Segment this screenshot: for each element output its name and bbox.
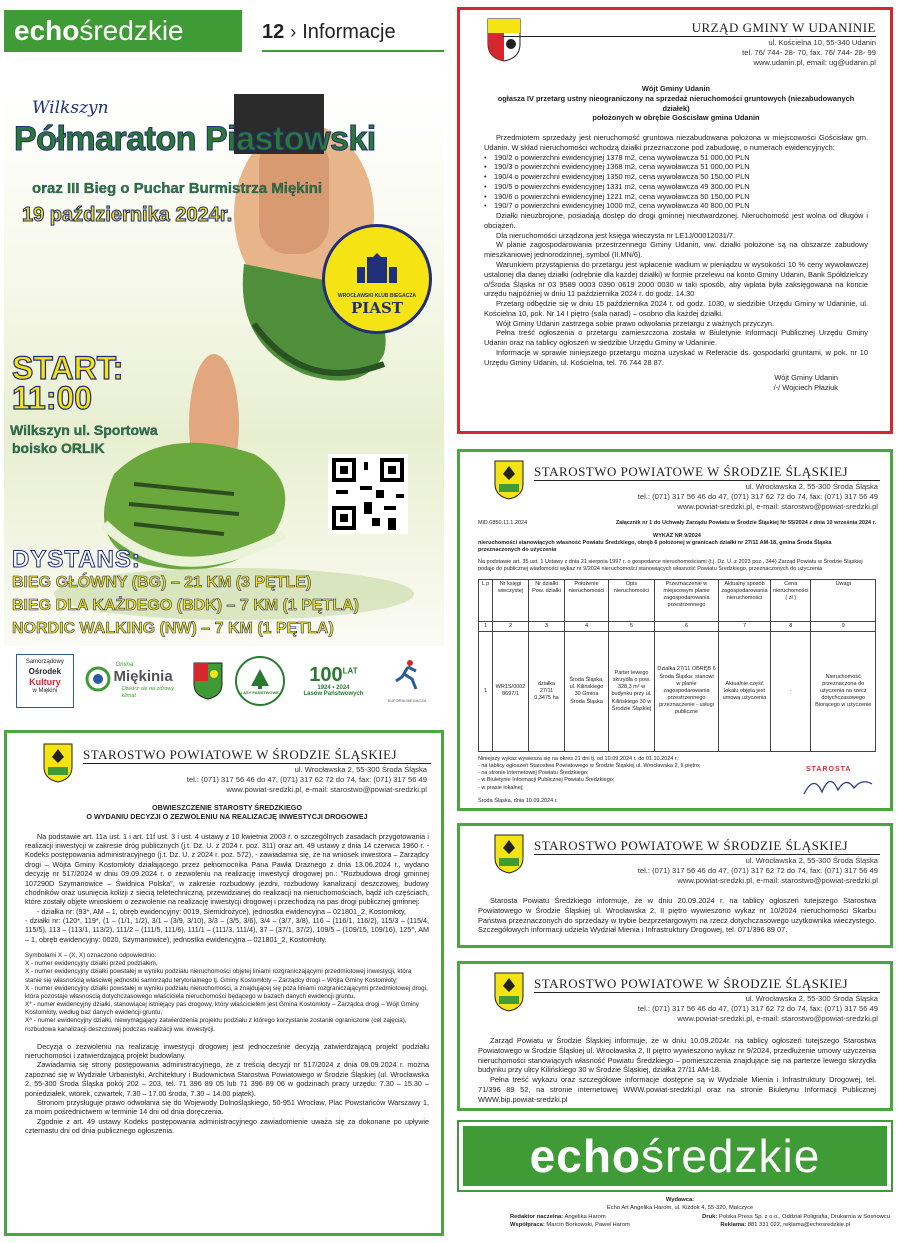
udanin-lot-4: • 190/5 o powierzchni ewidencyjnej 1331 m2, cena wywoławcza 49 300,00 PLN (484, 182, 868, 192)
notice3-p2: Pełna treść wykazu oraz szczegółowe informacje dostępne są w Wydziale Mienia i Infrastruktury Drogowej, tel. 71/396 89 52, na stronie internetowej WWW.powiat-sredzki.pl oraz na stronie Biuletynu Informacji Publicznej WWW.bip.powiat-sredzki.pl (478, 1075, 876, 1104)
qr-code[interactable] (328, 454, 408, 534)
th-przeznaczenie: Przeznaczenie w miejscowym planie zagospodarowania przestrzennego (655, 579, 719, 621)
runner-figure-icon (392, 659, 422, 693)
udanin-body (484, 84, 868, 393)
starostwo-title-3: STAROSTWO POWIATOWE W ŚRODZIE ŚLĄSKIEJ (534, 976, 880, 993)
th-sposob: Aktualny sposób zagospodarowania nieruchomości (719, 579, 771, 621)
imprint-wsp-label: Współpraca: (510, 1222, 545, 1229)
obw-p3: - działki nr: (120*, 119*, (1 – (1/1, 1/2), 3/1 – (3/9, 3/10), 3/3 – (3/5, 3/6), 3/4 – (3/7, 3/8), 116 – (116/1, 116/2), 115/3 – (115/4, 115/5), 113 – (113/1, 113/2), 111/2 – (111/5, 111/6), 111/1 – (111/3, 111/4), 37 – (37/1, 37/2), 109/5 – (109/15, 109/16), 125^, AM – 1, obręb ewidencyjny: 0020, Szymanowice), jednostka ewidencyjna – 021801_2, Kostomłoty. (25, 915, 429, 944)
th-kw: Nr księgi wieczystej (493, 579, 529, 621)
header-logo (4, 10, 242, 52)
obw-p5: Zawiadamia się strony postępowania administracyjnego, że z treścią decyzji nr 517/2024 z dnia 09.09.2024 r. można zapoznać się w Wydziale Urbanistyki, Architektury i Budownictwa Starostwa Powiatowego w Środzie Śląskiej (ul. Wrocławska 2, 55-300 Środa Śląska pokój 202 – 203, tel. 71 396 89 05 lub 71 396 89 06 w godzinach pracy urzędu: 7.30 – 15.30 – poniedziałek, wtorek, czwartek, 7.30 – 17.00 środa, 7.30 – 14.00 piątek). (25, 1060, 429, 1098)
udanin-sign1: Wójt Gminy Udanin (774, 373, 838, 383)
imprint-rek (720, 1221, 890, 1229)
obw-p2: - działka nr: (93*, AM – 1, obręb ewidencyjny: 0019, Siemidrożyce), jednostka ewidencyjna – 021801_2, Kostomłoty, (37, 906, 407, 916)
imprint-druk-label: Druk: (702, 1213, 718, 1220)
udanin-p9: Informacje w sprawie niniejszego przetargu można uzyskać w Referacie ds. gospodarki gruntami, w pok. nr 10 Urzędu Gminy Udanin, ul. Kościelna, tel. 76 744 28 87. (484, 347, 868, 367)
udanin-p5: Warunkiem przystąpienia do przetargu jest wpłacenie wadium w pieniądzu w wysokości 10 % ceny wywoławczej ustalonej dla danej działki (odrębnie dla każdej działki) w formie przelewu na konto Gminy Udanin, Bank Spółdzielczy o/Środa Śląska nr 03 9589 0003 0390 0619 2000 0030 w taki sposób, aby wpłata była zaksięgowana na koncie urzędu najpóźniej w dniu 11 października 2024 r. do godz. 14.30 (484, 260, 868, 299)
wykaz-sub1: nieruchomości stanowiących własność Powiatu Średzkiego, obręb 6 położonej w granicach działki nr 27/11 AM-18, gmina Środa Śląska (478, 540, 832, 547)
num-1: 1 (479, 621, 493, 631)
obw-sym0: Symbolami X – (X, X) oznaczono odpowiednio: (25, 952, 157, 960)
miekinia-swirl-icon (85, 666, 111, 692)
starostwo-addr2: tel.: (071) 317 56 46 do 47, (071) 317 62 72 do 74, fax: (071) 317 56 49 (637, 1003, 878, 1013)
num-8: 8 (771, 621, 811, 631)
osrodek-kultury-logo (16, 654, 74, 708)
th-uwagi: Uwagi (811, 579, 876, 621)
starostwo-addr2: tel.: (071) 317 56 46 do 47, (071) 317 62 72 do 74, fax: (071) 317 56 49 (637, 865, 878, 875)
wykaz-law: Na podstawie art. 35 ust. 1 Ustawy z dnia 21 sierpnia 1997 r. o gospodarce nieruchomościami (t.j. Dz. U. z 2023 poz., 344) Zarząd Powiatu w Środzie Śląskiej podaje do publicznej wiadomości wykaz nr 9/2024 nieruchomości stanowiących własność Powiatu Średzkiego, przeznaczonych do użyczenia (478, 558, 863, 572)
wykaz-attachment: Załącznik nr 1 do Uchwały Zarządu Powiatu w Środzie Śląskiej Nr 55/2024 z dnia 10 września 2024 r. (615, 520, 876, 526)
imprint (470, 1196, 890, 1230)
obw-title2: O WYDANIU DECYZJI O ZEZWOLENIU NA REALIZACJĘ INWESTYCJI DROGOWEJ (86, 812, 368, 822)
cell-polozenie: Środa Śląska, ul. Kilińskiego 30 Gmina Środa Śląska (565, 631, 609, 751)
udanin-p7: Wójt Gminy Udanin zastrzega sobie prawo odwołania przetargu z ważnych przyczyn. (496, 318, 775, 328)
udanin-lot-3: • 190/4 o powierzchni ewidencyjnej 1350 m2, cena wywoławcza 50 150,00 PLN (484, 172, 868, 182)
osrodek-line4: w Miękini (32, 687, 58, 694)
poster-town: Wilkszyn (32, 98, 109, 118)
imprint-red-label: Redaktor naczelna: (510, 1213, 564, 1220)
club-name: PIAST (351, 299, 403, 317)
notice3-p1: Zarząd Powiatu w Środzie Śląskiej informuje, że w dniu 10.09.2024r. na tablicy ogłoszeń tutejszego Starostwa Powiatowego w Środzie Śląskiej ul. Wrocławska 2, II piętro wywieszono wykaz nr 9/2024, przedłużenie umowy użyczenia nieruchomości stanowiących własność Powiatu Średzkiego – pomieszczenia znajdujące się na parterze lewego skrzydła budynku przy ulicy Kilińskiego 30 w Środzie Śląskiej, działka 27/11 AM-18. (478, 1036, 876, 1075)
num-3: 3 (529, 621, 565, 631)
stamp-text: STAROSTA (806, 766, 852, 773)
signature-scribble (800, 766, 880, 802)
udanin-p6: Przetarg odbędzie się w dniu 15 października 2024 r. od godz. 1030, w siedzibie Urzędu Gminy w Udaninie, ul. Kościelna 10, pok. Nr 14 I piętro (sala narad) – osobno dla każdej działki. (484, 299, 868, 318)
udanin-signature (484, 373, 868, 393)
chevron-right-icon: › (290, 21, 297, 42)
obw-title1: OBWIESZCZENIE STAROSTY ŚREDZKIEGO (152, 803, 302, 812)
udanin-p3: Dla nieruchomości urządzona jest księga wieczysta nr LE1J/00012031/7. (496, 230, 736, 240)
obw-sym1: X - numer ewidencyjny działki przed podziałem, (25, 960, 158, 968)
lasy-text: LASY PAŃSTWOWE (240, 689, 279, 695)
footer-logo (463, 1126, 887, 1186)
footer-brand-rest: średzkie (641, 1130, 821, 1182)
imprint-row1 (470, 1213, 890, 1221)
starostwo-addr1: ul. Wrocławska 2, 55-300 Środa Śląska (745, 994, 878, 1003)
notice2-text: Starosta Powiatu Średzkiego informuje, że w dniu 20.09.2024 r. na tablicy ogłoszeń tutejszego Starostwa Powiatowego w Środzie Śląskiej ul. Wrocławska 2, II piętro wywieszono wykaz nr 10/2024 nieruchomości Skarbu Państwa przeznaczonych do sprzedaży w trybie bezprzetargowym na rzecz dotychczasowego użytkownika wieczystego. Szczegółowych informacji udziela Wydział Mienia i Infrastruktury Drogowej, tel. 071/396 89 07. (478, 896, 876, 935)
notice-wykaz-10 (457, 823, 893, 948)
lat-word: LAT (342, 666, 358, 676)
udanin-lot-1: • 190/2 o powierzchni ewidencyjnej 1378 m2, cena wywoławcza 51 000,00 PLN (484, 153, 868, 163)
wykaz-body (478, 520, 876, 805)
cell-cena: - (771, 631, 811, 751)
poster-title: Półmaraton Piastowski (14, 120, 376, 158)
imprint-wsp (470, 1221, 630, 1229)
starostwo-address-4 (187, 765, 427, 795)
udanin-addr3: www.udanin.pl, email: ug@udanin.pl (753, 57, 876, 67)
wykaz-foot2: - na tablicy ogłoszeń Starostwa Powiatowego w Środzie Śląskiej ul. Wrocławska 2, II piętro; (478, 763, 701, 770)
start-label: START: (12, 350, 124, 386)
th-polozenie: Położenie nieruchomości (565, 579, 609, 621)
udanin-p8: Pełna treść ogłoszenia o przetargu zamieszczona została w Biuletynie Informacji Publicznej Urzędu Gminy Udanin oraz na tablicy ogłoszeń w siedzibie Urzędu Gminy w Udaninie. (484, 328, 868, 348)
cell-sposob: Aktualnie część lokalu objęta jest umową użyczenia (719, 631, 771, 751)
table-header-row (479, 579, 876, 621)
gmina-miekinia-logo (85, 654, 181, 708)
starosta-stamp (800, 766, 880, 802)
obwieszczenie-notice (4, 730, 444, 1236)
udanin-head1: Wójt Gminy Udanin (641, 84, 711, 93)
wykaz-sub2: przeznaczonych do użyczenia (478, 547, 557, 554)
udanin-lot-2: • 190/3 o powierzchni ewidencyjnej 1368 m2, cena wywoławcza 51 000,00 PLN (484, 162, 868, 172)
gmina-small: Gmina (115, 662, 134, 668)
starostwo-address-2 (638, 856, 878, 886)
starostwo-coat-of-arms-icon (494, 834, 524, 874)
th-dzialka: Nr działki Pow. działki (529, 579, 565, 621)
obw-sym4: X* - numer ewidencyjny działki, stanowiącej istniejący pas drogowy, który właścicielem jest Gmina Kostomłoty – Zarządca drogi – Wójt Gminy Kostomłoty, według baz danych ewidencji gruntu, (25, 1001, 419, 1017)
gmina-tagline: Otwórz się na zdrowy klimat (121, 686, 175, 699)
race-poster (4, 94, 444, 716)
udanin-sign2: /-/ Wojciech Płaziuk (773, 383, 838, 393)
starostwo-addr3: www.powiat-sredzki.pl, e-mail: starostwo@powiat-sredzki.pl (226, 784, 427, 794)
obw-symbols (25, 952, 429, 1034)
num-7: 7 (719, 621, 771, 631)
lat-years: 1924 • 2024 (317, 685, 350, 691)
udanin-office-title: URZĄD GMINY W UDANINIE (502, 20, 876, 37)
obw-p7: Zgodnie z art. 49 ustawy Kodeks postępowania administracyjnego zawiadomienie uważa się za dokonane po upływie czternastu dni od dnia publicznego ogłoszenia. (25, 1116, 429, 1135)
starostwo-addr1: ul. Wrocławska 2, 55-300 Środa Śląska (294, 765, 427, 774)
place-line2: boisko ORLIK (12, 440, 105, 456)
wykaz-table (478, 579, 876, 752)
imprint-rek-value: 881 331 022, reklama@echosredzkie.pl (747, 1222, 850, 1229)
cell-kw: WR1S/00028697/1 (493, 631, 529, 751)
euforia-text: EUFORIA BIEGACZA (387, 698, 427, 703)
num-5: 5 (609, 621, 655, 631)
starostwo-coat-of-arms-icon (43, 743, 73, 783)
imprint-wyd (470, 1196, 890, 1213)
obw-p6: Stronom przysługuje prawo odwołania się do Wojewody Dolnośląskiego, 50-951 Wrocław, Plac Powstańców Warszawy 1, za moim pośrednictwem w terminie 14 dni od dnia doręczenia. (25, 1097, 429, 1117)
starostwo-addr3: www.powiat-sredzki.pl, e-mail: starostwo@powiat-sredzki.pl (677, 501, 878, 511)
runners-icon (347, 253, 407, 293)
imprint-red (470, 1213, 606, 1221)
cell-przeznaczenie: Działka 27/11 OBRĘB 6 Środa Śląska: stanowi w planie zagospodarowania przestrzennego przeznaczenie - usługi publiczne (655, 631, 719, 751)
udanin-head (484, 84, 868, 123)
th-cena: Cena nieruchomości ( zł ) (771, 579, 811, 621)
table-number-row (479, 621, 876, 631)
imprint-red-value: Angelika Harom (564, 1213, 606, 1220)
distance-label: DYSTANS: (12, 546, 141, 573)
footer-logo-frame (457, 1120, 893, 1192)
place-line1: Wilkszyn ul. Sportowa (10, 422, 158, 438)
imprint-wsp-value: Marcin Borkowski, Paweł Harom (546, 1222, 630, 1229)
starostwo-title-4: STAROSTWO POWIATOWE W ŚRODZIE ŚLĄSKIEJ (83, 747, 431, 764)
wykaz-foot1: Niniejszy wykaz wywiesza się na okres 21 dni tj. od 10.09.2024 r. do 01.10.2024 r.: (478, 755, 680, 762)
num-9: 9 (811, 621, 876, 631)
udanin-addr2: tel. 76/ 744- 28- 70, fax. 76/ 744- 28- 99 (742, 47, 876, 57)
cell-uwagi: Nieruchomość przeznaczona do użyczenia na rzecz dotychczasowego Biorącego w użyczenie (811, 631, 876, 751)
gmina-name: Miękinia (113, 668, 173, 685)
wykaz-ref: MiD.6850.11.1.2024 (478, 520, 528, 526)
cell-dzialka: działka 27/11 0,3475 ha (529, 631, 565, 751)
imprint-wyd-value: Echo Art Angelika Harom, ul. Kiźdok 4, 55-320, Malczyce (606, 1205, 754, 1212)
num-2: 2 (493, 621, 529, 631)
sponsor-bar (4, 646, 444, 716)
coat-of-arms-icon (193, 662, 223, 700)
table-row (479, 631, 876, 751)
distance-1: BIEG GŁÓWNY (BG) – 21 KM (3 PĘTLE) (12, 574, 312, 591)
udanin-lot-5: • 190/6 o powierzchni ewidencyjnej 1221 m2, cena wywoławcza 50 150,00 PLN (484, 192, 868, 202)
lasy-panstwowe-logo (235, 656, 285, 706)
starostwo-address-3 (638, 994, 878, 1024)
section-name: Informacje (302, 20, 396, 43)
obw-p1: Na podstawie art. 11a ust. 1 i art. 11f ust. 3 i ust. 4 ustawy z 10 kwietnia 2003 r. o szczególnych zasadach przygotowania i realizacji inwestycji w zakresie dróg publicznych (j.t. Dz. U. z 2024 r. poz. 311) oraz art. 49 ustawy z dnia 14 czerwca 1960 r. - Kodeks postępowania administracyjnego (j.t. Dz. U. z 2024 r. poz. 572), - zawiadamia się, że na wniosek inwestora – Zarządcy drogi – Wójta Gminy Kostomłoty działającego przez pełnomocnika Pana Pawła Draznego z dnia 13.06.2024 r., wydano decyzję nr 517/2024 w dniu 09.09.2024 r. o zezwoleniu na realizację inwestycji drogowej pn.: "Rozbudowa drogi gminnej 107290D Szymanowice – Świdnica Polska", w zakresie rozbudowy jezdni, rozbudowy kanalizacji deszczowej, budowy chodników oraz usunięcia kolizji z siecią teletechniczną, przewidzianej do realizacji na nieruchomościach, bądź ich częściach, które zostały objęte wnioskiem o zezwolenie na realizację inwestycji drogowej i przechodzą na pas drogi publicznej gminnej: (25, 831, 429, 907)
starostwo-coat-of-arms-icon (494, 972, 524, 1012)
lasy-100-logo (296, 665, 370, 697)
osrodek-line3: Kultury (29, 676, 61, 687)
osrodek-line2: Ośrodek (28, 666, 62, 676)
udanin-address (742, 38, 876, 68)
starostwo-title-1: STAROSTWO POWIATOWE W ŚRODZIE ŚLĄSKIEJ (534, 464, 880, 481)
th-opis: Opis nieruchomości (609, 579, 655, 621)
starostwo-coat-of-arms-icon (494, 460, 524, 500)
start-time: 11:00 (12, 380, 93, 416)
brand-echo: echo (14, 15, 80, 46)
footer-brand-echo: echo (529, 1130, 642, 1182)
euforia-logo (382, 659, 432, 703)
brand-rest: średzkie (79, 15, 184, 46)
poster-subtitle: oraz III Bieg o Puchar Burmistrza Miękini (32, 180, 323, 197)
tree-icon (249, 668, 271, 690)
udanin-p2: Działki nieuzbrojone, posiadają dostęp do drogi gminnej nieutwardzonej. Nieruchomość jest wolna od długów i obciążeń. (484, 211, 868, 230)
udanin-lot-6: • 190/7 o powierzchni ewidencyjnej 1000 m2, cena wywoławcza 40 800,00 PLN (484, 201, 868, 211)
udanin-p1: Przedmiotem sprzedaży jest nieruchomość gruntowa niezabudowana położona w miejscowości Gościsław gm. Udanin. W skład nieruchomości wchodzą działki przeznaczone pod zabudowę, o numerach ewidencyjnych: (484, 133, 868, 152)
starostwo-addr3: www.powiat-sredzki.pl, e-mail: starostwo@powiat-sredzki.pl (677, 875, 878, 885)
page-number: 12 (262, 20, 285, 43)
wykaz-foot5: - w prasie lokalnej; (478, 784, 524, 791)
obw-p4: Decyzja o zezwoleniu na realizację inwestycji drogowej jest jednocześnie decyzją zatwierdzającą projekt podziału nieruchomości i zatwierdzającą projekt budowlany. (25, 1041, 429, 1061)
distance-2: BIEG DLA KAŻDEGO (BDK) – 7 KM (1 PĘTLA) (12, 597, 359, 614)
cell-opis: Parter lewego skrzydła o pow. 328,3 m² w budynku przy ul. Kilińskiego 30 w Środzie Śląskiej (609, 631, 655, 751)
starostwo-address-1 (638, 482, 878, 512)
th-lp: L p (479, 579, 493, 621)
udanin-head3: położonych w obrębie Gościsław gmina Udanin (592, 113, 760, 123)
club-badge (322, 224, 432, 334)
wykaz-foot4: - w Biuletynie Informacji Publicznej Powiatu Średzkiego; (478, 777, 615, 784)
cell-lp: 1 (479, 631, 493, 751)
distance-3: NORDIC WALKING (NW) – 7 KM (1 PĘTLA) (12, 620, 334, 637)
wykaz-foot3: - na stronie internetowej Powiatu Średzkiego; (478, 770, 589, 777)
obwieszczenie-body (25, 803, 429, 1135)
osrodek-line1: Samorządowy (25, 659, 64, 665)
notice-wykaz-9 (457, 961, 893, 1111)
page-header (262, 14, 444, 52)
obw-sym2: X - numer ewidencyjny działki powstałej w wyniku podziału nieruchomości objętej liniami rozgraniczającymi przedmiotowej inwestycji, która stanie się własnością właściwej jednostki samorządu terytorialnego tj. Gminy Kostomłoty – Zarządcy drogi – Wójta Gminy Kostomłoty; (25, 968, 412, 984)
starostwo-title-2: STAROSTWO POWIATOWE W ŚRODZIE ŚLĄSKIEJ (534, 838, 880, 855)
wykaz-ref-row (478, 520, 876, 527)
notice3-body (478, 1036, 876, 1104)
imprint-row2 (470, 1221, 890, 1229)
udanin-addr1: ul. Kościelna 10, 55-340 Udanin (768, 38, 876, 47)
imprint-druk (702, 1213, 890, 1221)
imprint-wyd-label: Wydawca: (665, 1197, 695, 1203)
starostwo-addr2: tel.: (071) 317 56 46 do 47, (071) 317 62 72 do 74, fax: (071) 317 56 49 (637, 491, 878, 501)
imprint-druk-value: Polska Press Sp. z o.o., Oddział Poligrafia, Drukarnia w Sosnowcu (718, 1213, 890, 1220)
obw-sym5: X^ - numer ewidencyjny działki, niewymagający zatwierdzenia projektu podziału z którego korzystanie zostanie ograniczone (cel zajęcia), rozbudowa kanalizacji deszczowej podczas realizacji ww. inwestycji. (25, 1017, 407, 1033)
imprint-rek-label: Reklama: (720, 1222, 747, 1229)
starostwo-addr3: www.powiat-sredzki.pl, e-mail: starostwo@powiat-sredzki.pl (677, 1013, 878, 1023)
lat-sub: Lasów Państwowych (303, 691, 364, 697)
num-6: 6 (655, 621, 719, 631)
poster-date: 19 października 2024r. (22, 204, 233, 226)
obw-heading (25, 803, 429, 822)
obw-sym3: X - numer ewidencyjny działki powstałej w wyniku podziału nieruchomości, a znajdującej się poza liniami rozgraniczającymi przedmiotowej drogi, która pozostaje własnością dotychczasowego właściciela nieruchomości będącego w bazach danych ewidencji gruntu, (25, 984, 428, 1000)
lat-number-row (296, 665, 370, 685)
wykaz-title: WYKAZ NR 9/2024 (653, 533, 701, 540)
lat-number: 100 (309, 664, 343, 686)
wykaz-foot6: Środa Śląska, dnia 10.09.2024 r. (478, 797, 558, 804)
udanin-p4: W planie zagospodarowania przestrzennego Gminy Udanin, ww. działki położone są na obszarze zabudowy mieszkaniowej jednorodzinnej, symbol (II.MN/6). (484, 240, 868, 260)
starostwo-addr1: ul. Wrocławska 2, 55-300 Środa Śląska (745, 856, 878, 865)
starostwo-addr1: ul. Wrocławska 2, 55-300 Środa Śląska (745, 482, 878, 491)
club-text: WROCŁAWSKI KLUB BIEGACZA (337, 293, 417, 299)
udanin-notice (457, 7, 893, 434)
wykaz-notice (457, 449, 893, 811)
starostwo-addr2: tel.: (071) 317 56 46 do 47, (071) 317 62 72 do 74, fax: (071) 317 56 49 (186, 774, 427, 784)
udanin-head2: ogłasza IV przetarg ustny nieograniczony na sprzedaż nieruchomości gruntowych (niezabudowanych działek) (497, 93, 855, 113)
num-4: 4 (565, 621, 609, 631)
